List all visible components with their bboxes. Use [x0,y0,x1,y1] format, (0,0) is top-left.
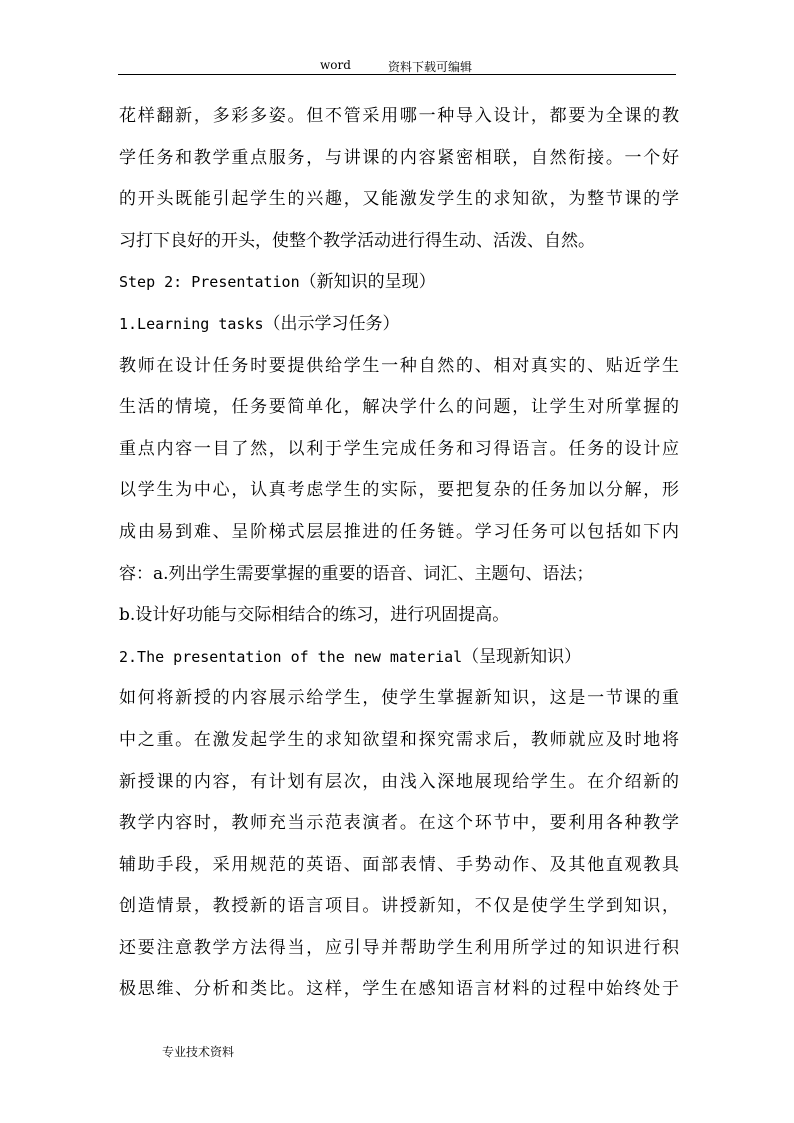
header-left-text: word [320,58,351,72]
document-body [119,96,679,1011]
paragraph-line: 生活的情境，任务要简单化，解决学什么的问题，让学生对所掌握的 [119,397,679,418]
paragraph-line: 极思维、分析和类比。这样，学生在感知语言材料的过程中始终处于 [119,979,679,1000]
paragraph-line: 辅助手段，采用规范的英语、面部表情、手势动作、及其他直观教具 [119,854,679,875]
paragraph-line: 教师在设计任务时要提供给学生一种自然的、相对真实的、贴近学生 [119,355,679,376]
paragraph-line: 容：a.列出学生需要掌握的重要的语音、词汇、主题句、语法； [119,563,594,584]
paragraph-line: 学任务和教学重点服务，与讲课的内容紧密相联，自然衔接。一个好 [119,147,679,168]
paragraph-line: 创造情景，教授新的语言项目。讲授新知，不仅是使学生学到知识， [119,896,679,917]
subheading-presentation [119,637,679,679]
subheading-chinese: （呈现新知识） [462,646,582,667]
paragraph-line: 教学内容时，教师充当示范表演者。在这个环节中，要利用各种教学 [119,813,679,834]
paragraph-line: 成由易到难、呈阶梯式层层推进的任务链。学习任务可以包括如下内 [119,521,679,542]
paragraph-line: b.设计好功能与交际相结合的练习，进行巩固提高。 [119,605,510,626]
heading-english: Step 2: Presentation [119,273,300,292]
section-heading-step2 [119,262,679,304]
paragraph-line: 以学生为中心，认真考虑学生的实际，要把复杂的任务加以分解，形 [119,480,679,501]
page-footer: 专业技术资料 [162,1045,235,1059]
subheading-chinese: （出示学习任务） [263,313,400,334]
paragraph-line: 重点内容一目了然，以利于学生完成任务和习得语言。任务的设计应 [119,438,679,459]
header-right-text: 资料下载可编辑 [388,60,473,74]
paragraph-line: 花样翻新，多彩多姿。但不管采用哪一种导入设计，都要为全课的教 [119,106,679,126]
paragraph-line: 习打下良好的开头，使整个教学活动进行得生动、活泼、自然。 [119,230,595,251]
paragraph-line: 的开头既能引起学生的兴趣，又能激发学生的求知欲，为整节课的学 [119,189,679,210]
subheading-english: 2.The presentation of the new material [119,647,463,666]
paragraph-line: 如何将新授的内容展示给学生，使学生掌握新知识，这是一节课的重 [119,688,679,709]
heading-chinese: （新知识的呈现） [299,272,436,293]
subheading-learning-tasks [119,304,679,346]
paragraph-line: 新授课的内容，有计划有层次，由浅入深地展现给学生。在介绍新的 [119,771,679,792]
paragraph-line: 中之重。在激发起学生的求知欲望和探究需求后，教师就应及时地将 [119,729,679,750]
subheading-english: 1.Learning tasks [119,314,264,333]
page-header [118,56,676,75]
paragraph-line: 还要注意教学方法得当，应引导并帮助学生利用所学过的知识进行积 [119,937,679,958]
